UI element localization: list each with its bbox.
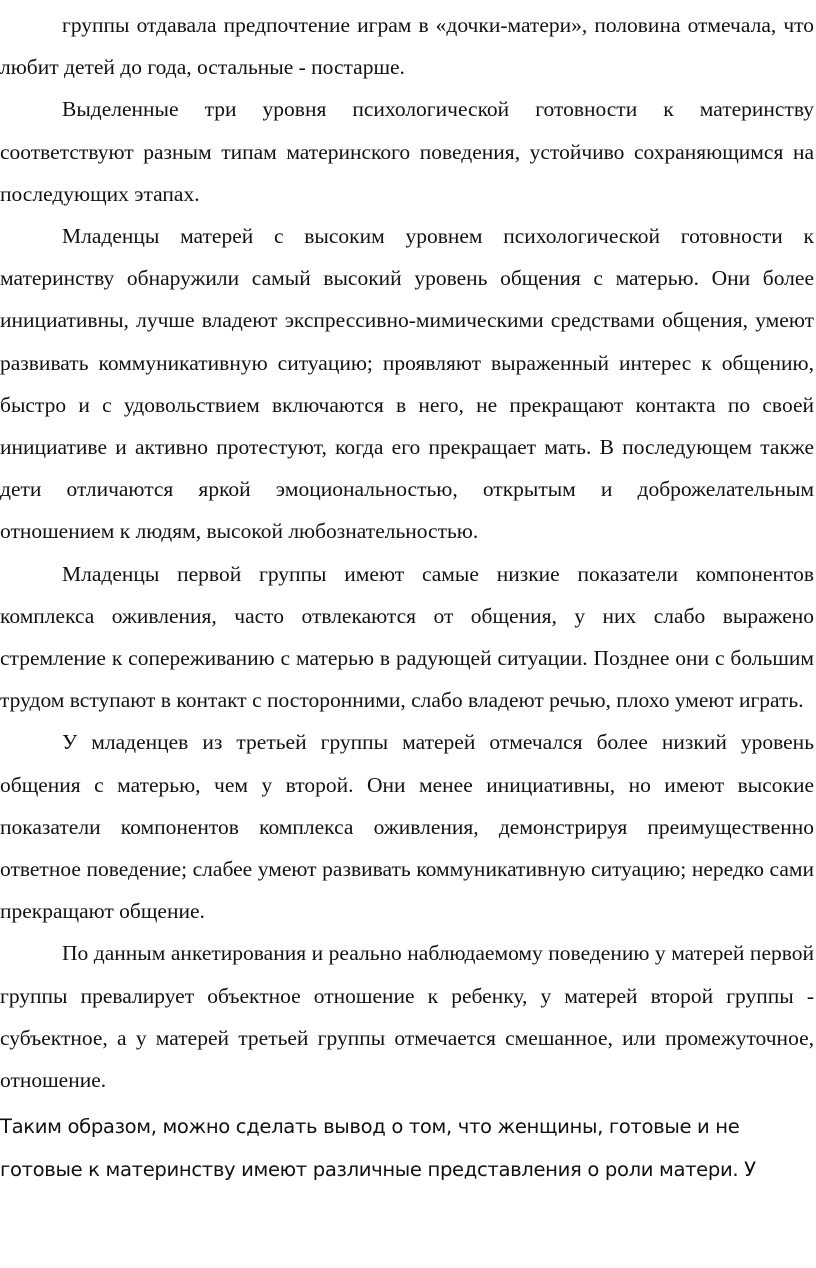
paragraph-third-group-infants: У младенцев из третьей группы матерей отмечался более низкий уровень общения с матерью, чем у второй. Они менее инициативны, но имеют высокие показатели компонентов комплекса оживления, демонстрируя преимущественно ответное поведение; слабее умеют развивать коммуникативную ситуацию; нередко сами прекращают общение. <box>0 730 814 924</box>
paragraph-conclusion: Таким образом, можно сделать вывод о том, что женщины, готовые и не готовые к материнству имеют различные представления о роли матери. У <box>0 1115 756 1182</box>
paragraph-readiness-levels: Выделенные три уровня психологической готовности к материнству соответствуют разным типам материнского поведения, устойчиво сохраняющимся на последующих этапах. <box>0 97 814 206</box>
paragraph-first-group-infants: Младенцы первой группы имеют самые низкие показатели компонентов комплекса оживления, часто отвлекаются от общения, у них слабо выражено стремление к сопереживанию с матерью в радующей ситуации. Позднее они с большим трудом вступают в контакт с посторонними, слабо владеют речью, плохо умеют играть. <box>0 561 814 713</box>
paragraph-continuation: группы отдавала предпочтение играм в «дочки-матери», половина отмечала, что любит детей до года, остальные - постарше. <box>0 13 814 80</box>
paragraph-high-readiness-infants: Младенцы матерей с высоким уровнем психологической готовности к материнству обнаружили самый высокий уровень общения с матерью. Они более инициативны, лучше владеют экспрессивно-мимическими средствами общения, умеют развивать коммуникативную ситуацию; проявляют выраженный интерес к общению, быстро и с удовольствием включаются в него, не прекращают контакта по своей инициативе и активно протестуют, когда его прекращает мать. В последующем также дети отличаются яркой эмоциональностью, открытым и доброжелательным отношением к людям, высокой любознательностью. <box>0 224 814 544</box>
paragraph-survey-results: По данным анкетирования и реально наблюдаемому поведению у матерей первой группы превалирует объектное отношение к ребенку, у матерей второй группы - субъектное, а у матерей третьей группы отмечается смешанное, или промежуточное, отношение. <box>0 941 814 1093</box>
